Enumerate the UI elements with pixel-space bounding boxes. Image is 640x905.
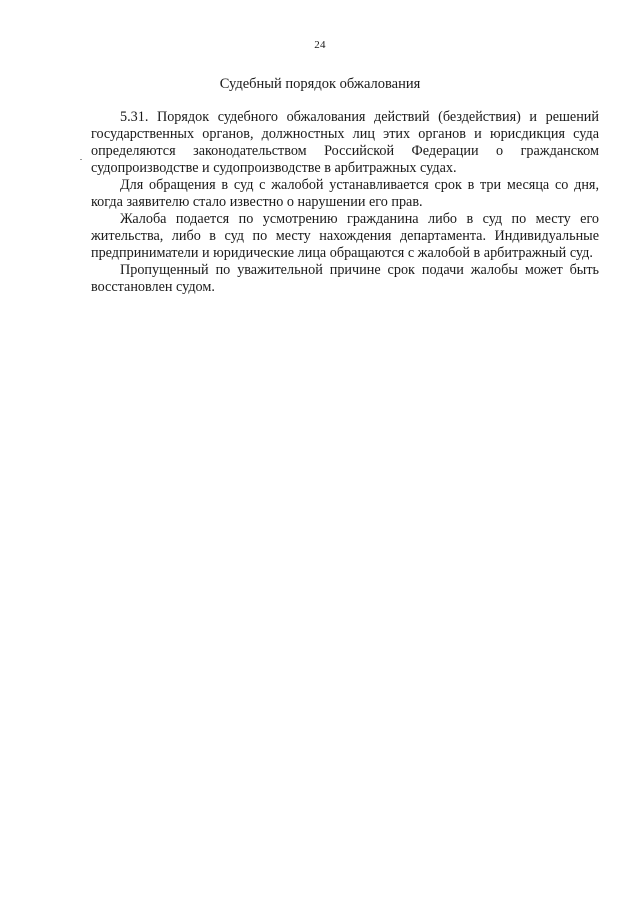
page-number: 24 bbox=[314, 39, 326, 51]
scan-artifact bbox=[80, 159, 82, 160]
paragraph-court-jurisdiction: Жалоба подается по усмотрению гражданина либо в суд по месту его жительства, либо в суд по месту нахождения департамента. Индивидуальные предприниматели и юридические лица обращаются с жалобой в арбитражный суд. bbox=[91, 211, 599, 261]
paragraph-5-31: 5.31. Порядок судебного обжалования действий (бездействия) и решений государственных органов, должностных лиц этих органов и юрисдикция суда определяются законодательством Российской Федерации о гражданском судопроизводстве и судопроизводстве в арбитражных судах. bbox=[91, 109, 599, 176]
paragraph-deadline-restoration: Пропущенный по уважительной причине срок подачи жалобы может быть восстановлен судом. bbox=[91, 262, 599, 295]
document-body bbox=[91, 109, 599, 296]
section-title: Судебный порядок обжалования bbox=[219, 76, 421, 92]
paragraph-complaint-deadline: Для обращения в суд с жалобой устанавливается срок в три месяца со дня, когда заявителю стало известно о нарушении его прав. bbox=[91, 177, 599, 210]
